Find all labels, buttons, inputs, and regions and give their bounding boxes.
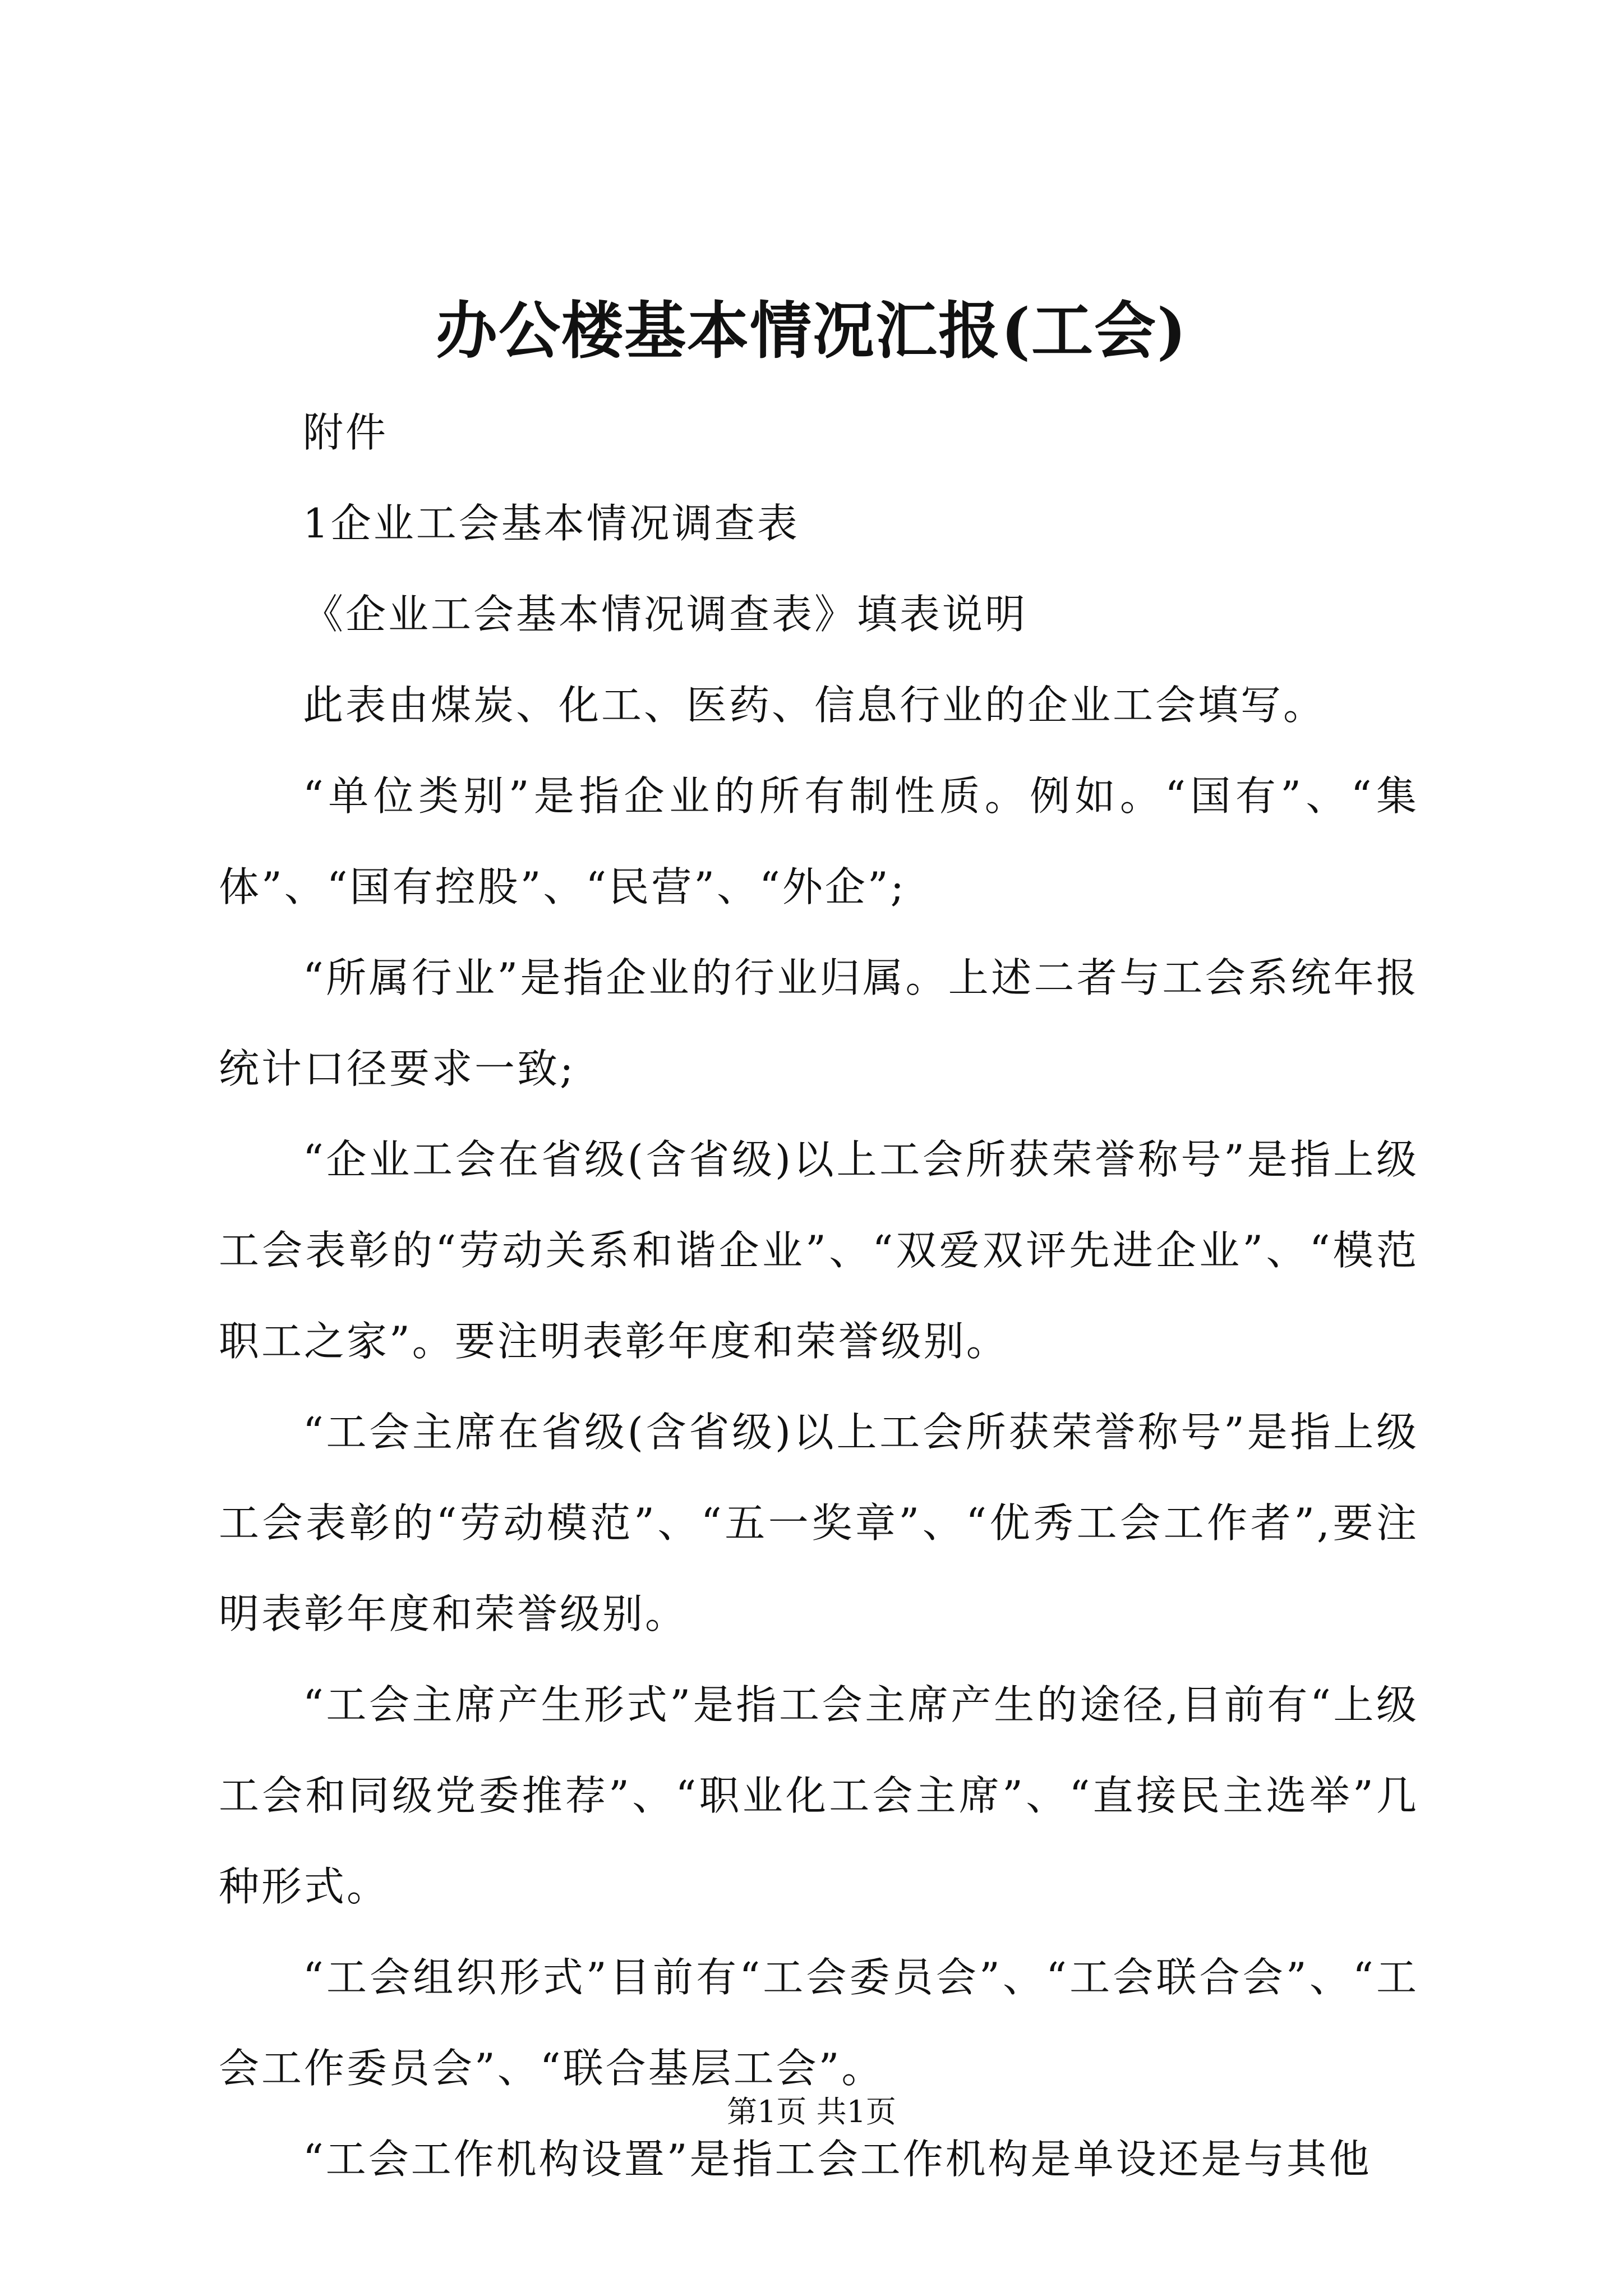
page-footer: 第1页 共1页 (727, 2094, 896, 2129)
paragraph-work-organization: “工会工作机构设置”是指工会工作机构是单设还是与其他 (303, 2136, 1372, 2183)
paragraph-chairman-honors: “工会主席在省级(含省级)以上工会所获荣誉称号”是指上级工会表彰的“劳动模范”、“五一奖章”、“优秀工会工作者”,要注明表彰年度和荣誉级别。 (219, 1409, 1419, 1637)
paragraph-union-honors: “企业工会在省级(含省级)以上工会所获荣誉称号”是指上级工会表彰的“劳动关系和谐企业”、“双爱双评先进企业”、“模范职工之家”。要注明表彰年度和荣誉级别。 (219, 1136, 1419, 1365)
paragraph-organization-form: “工会组织形式”目前有“工会委员会”、“工会联合会”、“工会工作委员会”、“联合基层工会”。 (219, 1954, 1419, 2092)
paragraph-filling-instructions-title: 《企业工会基本情况调查表》填表说明 (303, 591, 1028, 638)
paragraph-attachment-label: 附件 (303, 409, 389, 456)
paragraph-industry: “所属行业”是指企业的行业归属。上述二者与工会系统年报统计口径要求一致; (219, 954, 1419, 1092)
paragraph-unit-category: “单位类别”是指企业的所有制性质。例如。“国有”、“集体”、“国有控股”、“民营”、“外企”; (219, 772, 1419, 910)
paragraph-survey-table-title: 1企业工会基本情况调查表 (303, 500, 800, 547)
paragraph-chairman-selection: “工会主席产生形式”是指工会主席产生的途径,目前有“上级工会和同级党委推荐”、“职业化工会主席”、“直接民主选举”几种形式。 (219, 1681, 1419, 1910)
document-title: 办公楼基本情况汇报(工会) (435, 295, 1188, 367)
document-body (219, 387, 1419, 2205)
paragraph-scope: 此表由煤炭、化工、医药、信息行业的企业工会填写。 (303, 682, 1326, 729)
